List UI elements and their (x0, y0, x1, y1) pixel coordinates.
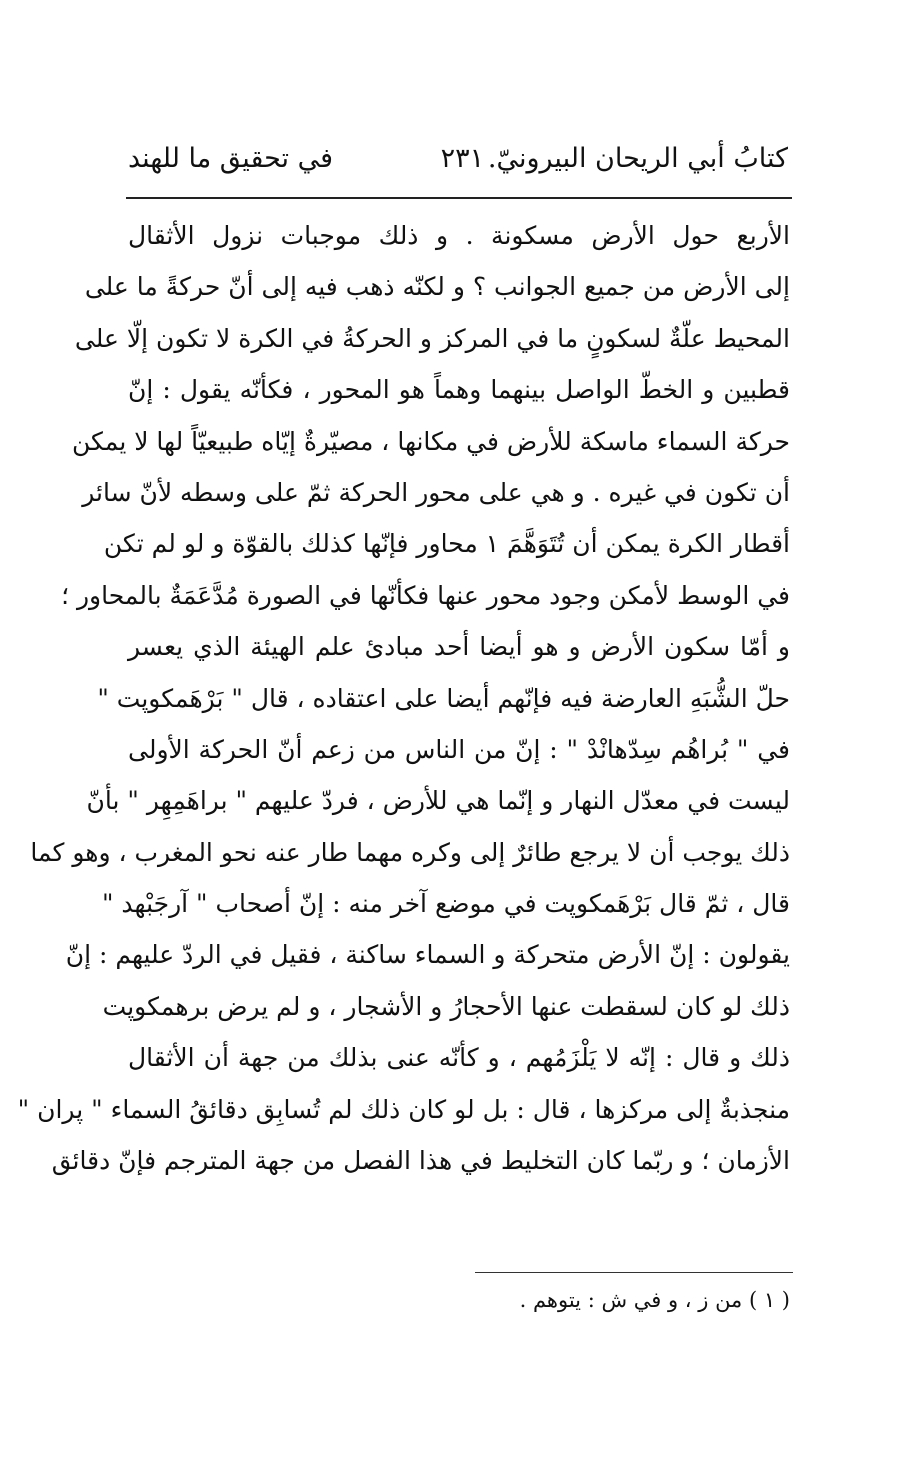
header-rule (126, 197, 792, 199)
footnote-rule (475, 1272, 793, 1273)
text-line: إلى الأرض من جميع الجوانب ؟ و لكنّه ذهب فيه إلى أنّ حركةً ما على (84, 272, 790, 302)
text-line: يقولون : إنّ الأرض متحركة و السماء ساكنة ، فقيل في الردّ عليهم : إنّ (65, 940, 790, 970)
text-line: قال ، ثمّ قال بَرْهَمكوپت في موضع آخر منه : إنّ أصحاب " آرجَبْهد " (101, 889, 790, 919)
running-title-book: كتابُ أبي الريحان البيرونيّ. (487, 143, 788, 174)
text-line: المحيط علّةٌ لسكونٍ ما في المركز و الحركةُ في الكرة لا تكون إلّا على (74, 323, 790, 353)
text-line: ذلك و قال : إنّه لا يَلْزَمُهم ، و كأنّه عنى بذلك من جهة أن الأثقال (128, 1043, 790, 1073)
text-line: ليست في معدّل النهار و إنّما هي للأرض ، فردّ عليهم " براهَمِهِر " بأنّ (86, 786, 790, 816)
text-line: حلّ الشُّبَهِ العارضة فيه فإنّهم أيضا على اعتقاده ، قال " بَرْهَمكوپت " (97, 683, 790, 713)
text-line: ذلك لو كان لسقطت عنها الأحجارُ و الأشجار ، و لم يرض برهمكوپت (102, 991, 790, 1021)
text-line: حركة السماء ماسكة للأرض في مكانها ، مصيّرةٌ إيّاه طبيعيّاً لها لا يمكن (72, 426, 790, 456)
text-line: في الوسط لأمكن وجود محور عنها فكأنّها في الصورة مُدَّعَمَةٌ بالمحاور ؛ (61, 580, 790, 610)
text-line: و أمّا سكون الأرض و هو أيضا أحد مبادئ علم الهيئة الذي يعسر (128, 632, 790, 662)
text-line: في " بُراهُم سِدّهانْدْ " : إنّ من الناس من زعم أنّ الحركة الأولى (128, 734, 790, 764)
text-line: الأزمان ؛ و ربّما كان التخليط في هذا الفصل من جهة المترجم فإنّ دقائق (51, 1146, 790, 1176)
page-number: ٢٣١ (440, 143, 485, 174)
text-line: قطبين و الخطّ الواصل بينهما وهماً هو المحور ، فكأنّه يقول : إنّ (128, 375, 790, 405)
text-line: منجذبةٌ إلى مركزها ، قال : بل لو كان ذلك لم تُسابِق دقائقُ السماء " پران " (17, 1094, 790, 1124)
text-line: أقطار الكرة يمكن أن تُتَوَهَّمَ ١ محاور فإنّها كذلك بالقوّة و لو لم تكن (103, 529, 790, 559)
text-line: ذلك يوجب أن لا يرجع طائرٌ إلى وكره مهما طار عنه نحو المغرب ، وهو كما (30, 837, 790, 867)
footnote: ( ١ ) من ز ، و في ش : يتوهم . (519, 1288, 790, 1312)
text-line: أن تكون في غيره . و هي على محور الحركة ثمّ على وسطه لأنّ سائر (82, 477, 790, 507)
running-title-subject: في تحقيق ما للهند (128, 143, 334, 174)
main-text (17, 210, 790, 1186)
text-line: الأربع حول الأرض مسكونة . و ذلك موجبات نزول الأثقال (128, 221, 790, 250)
running-header (128, 143, 788, 187)
